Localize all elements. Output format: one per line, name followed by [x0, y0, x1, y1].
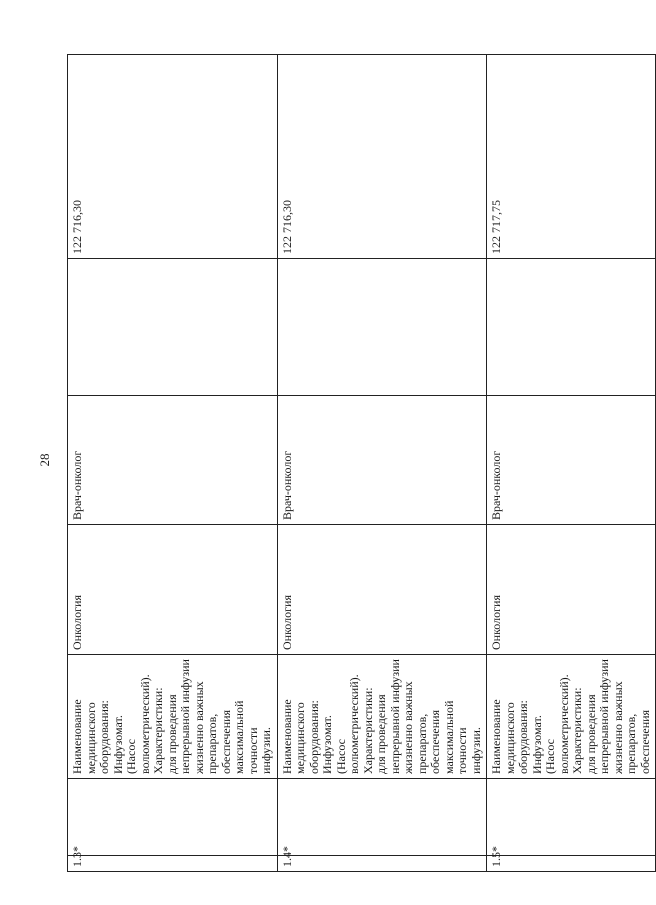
rotated-table-container [67, 55, 652, 872]
empty-cell [68, 259, 278, 396]
table-row [277, 55, 487, 872]
specialty-cell: Онкология [68, 525, 278, 655]
specialty-cell: Онкология [277, 525, 487, 655]
doctor-cell: Врач-онколог [487, 396, 656, 525]
equipment-description-cell: Наименование медицинского оборудования: Инфузомат. (Насос волюметрический). Характеристики: для проведения непрерывной инфузии жизненно важных препаратов, обеспечения максимальной точности инфузии. [277, 655, 487, 779]
blank-cell [487, 779, 656, 856]
table-row [68, 55, 278, 872]
price-cell: 122 716,30 [277, 55, 487, 259]
price-cell: 122 717,75 [487, 55, 656, 259]
table-row [487, 55, 656, 872]
doctor-cell: Врач-онколог [68, 396, 278, 525]
blank-cell [68, 779, 278, 856]
doctor-cell: Врач-онколог [277, 396, 487, 525]
row-number-cell: 1.5* [487, 856, 656, 872]
blank-cell [277, 779, 487, 856]
price-cell: 122 716,30 [68, 55, 278, 259]
row-number-cell: 1.3* [68, 856, 278, 872]
equipment-table [67, 54, 656, 872]
empty-cell [277, 259, 487, 396]
row-number-cell: 1.4* [277, 856, 487, 872]
equipment-description-cell: Наименование медицинского оборудования: Инфузомат. (Насос волюметрический). Характеристики: для проведения непрерывной инфузии жизненно важных препаратов, обеспечения [487, 655, 656, 779]
page-number: 28 [37, 453, 52, 467]
equipment-description-cell: Наименование медицинского оборудования: Инфузомат. (Насос волюметрический). Характеристики: для проведения непрерывной инфузии жизненно важных препаратов, обеспечения максимальной точности инфузии. [68, 655, 278, 779]
specialty-cell: Онкология [487, 525, 656, 655]
empty-cell [487, 259, 656, 396]
